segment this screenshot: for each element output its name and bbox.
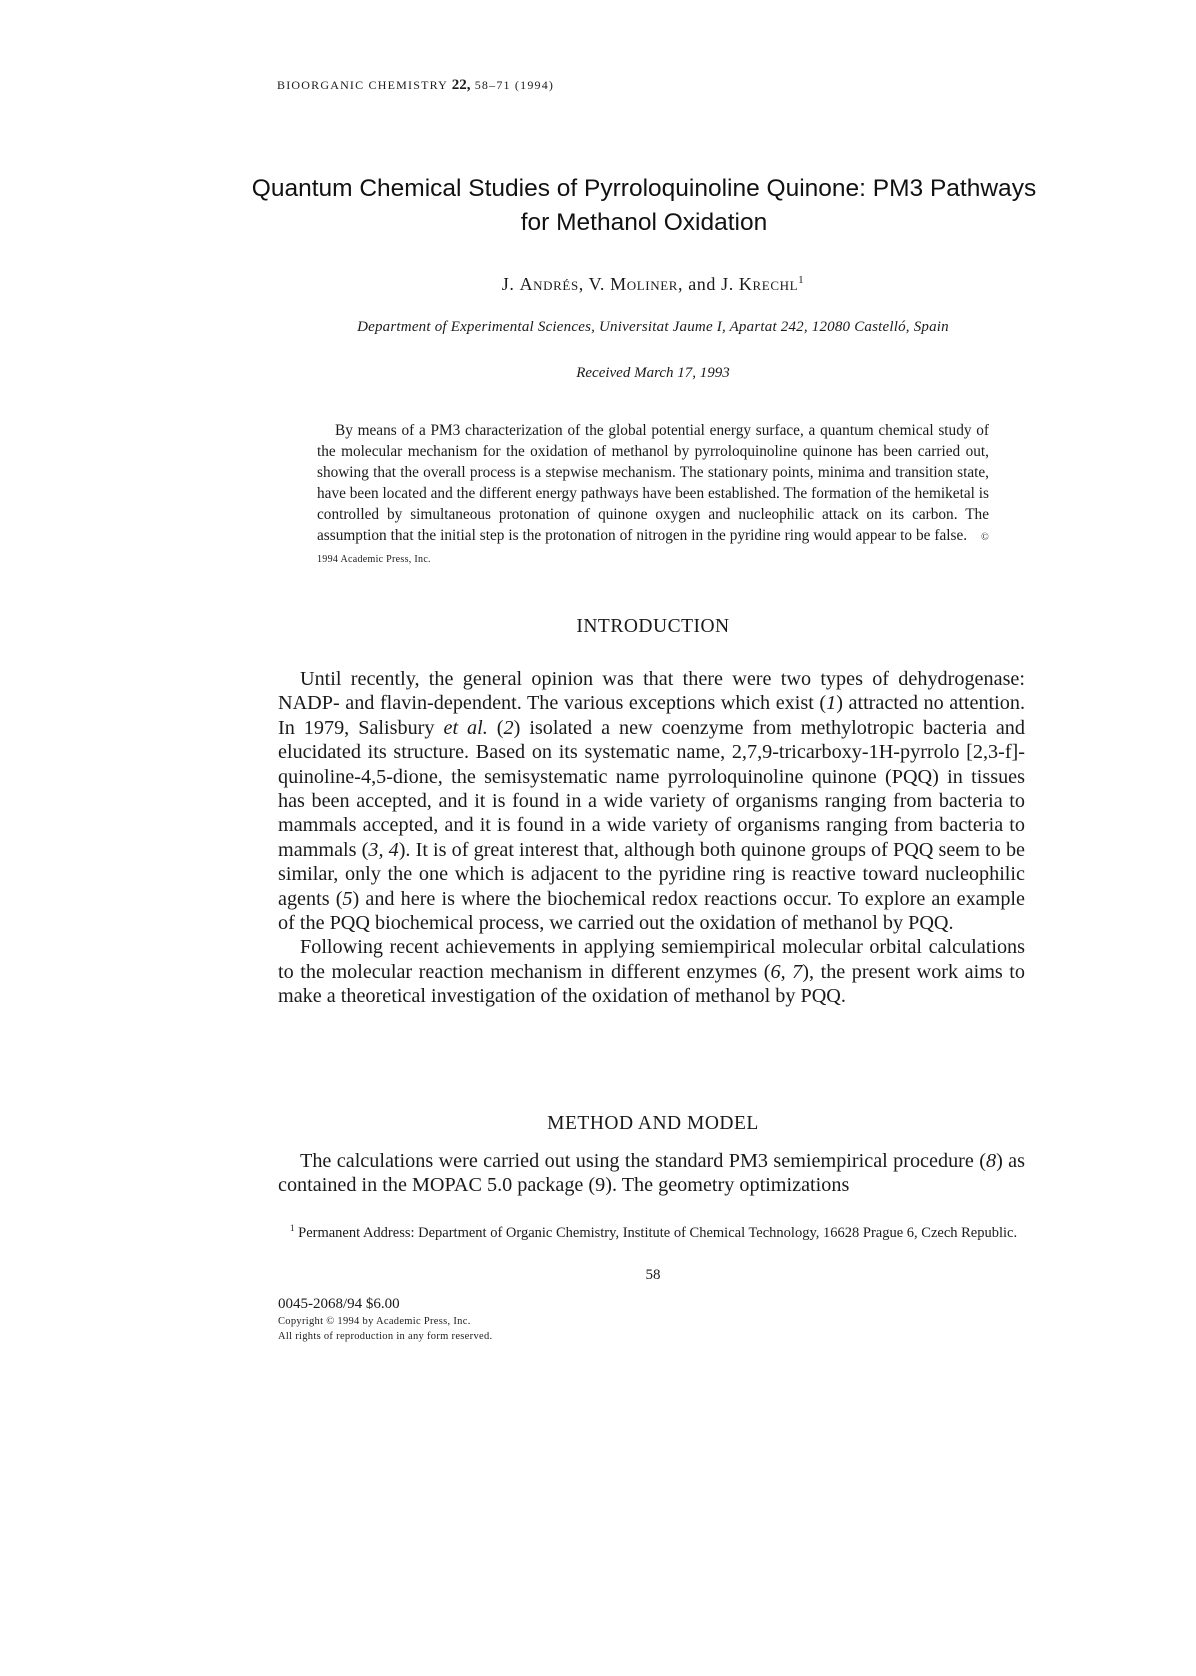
author-1-initial: J. — [501, 274, 520, 294]
paragraph — [278, 1149, 1025, 1198]
text-run: Following recent achievements in applying semiempirical molecular orbital calculations to the molecular reaction mechanism in different enzymes ( — [278, 936, 1025, 983]
text-run: ), the present work aims to make a theoretical investigation of the oxidation of methanol by PQQ. — [278, 960, 1026, 1008]
rights-line: All rights of reproduction in any form reserved. — [278, 1331, 493, 1342]
running-head — [277, 77, 554, 94]
paper-title: Quantum Chemical Studies of Pyrroloquinoline Quinone: PM3 Pathways for Methanol Oxidation — [251, 175, 1037, 236]
abstract — [317, 421, 989, 571]
pages-year: 58–71 (1994) — [474, 78, 555, 92]
reference-number: 2 — [503, 716, 514, 739]
text-run: ( — [487, 716, 504, 739]
introduction-body — [278, 667, 1025, 1009]
issn-price: 0045-2068/94 $6.00 — [278, 1296, 400, 1312]
affiliation: Department of Experimental Sciences, Universitat Jaume I, Apartat 242, 12080 Castelló, Spain — [357, 319, 949, 335]
author-line — [280, 274, 1026, 295]
reference-number: 6, 7 — [770, 960, 803, 983]
author-footnote-mark: 1 — [798, 274, 805, 286]
footnote-text: Permanent Address: Department of Organic Chemistry, Institute of Chemical Technology, 16628 Prague 6, Czech Republic. — [294, 1224, 1018, 1241]
author-3-name: Krechl — [738, 274, 799, 294]
paragraph — [278, 935, 1025, 1008]
copyright-line: Copyright © 1994 by Academic Press, Inc. — [278, 1316, 471, 1327]
author-1-name: Andrés — [519, 274, 579, 294]
page-number: 58 — [645, 1267, 661, 1283]
received-date: Received March 17, 1993 — [576, 365, 730, 381]
author-2-name: Moliner — [610, 274, 679, 294]
reference-number: 8 — [985, 1150, 997, 1172]
text-run: ) isolated a new coenzyme from methylotropic bacteria and elucidated its structure. Based on its systematic name, 2,7,9-tricarboxy-1H-pyrrolo [2,3-f]-quinoline-4,5-dione, the semisystematic name pyrroloquinoline quinone (PQQ) in tissues has been accepted, and it is found in a wide variety of organisms ranging from bacteria to mammals accepted, and it is found in a wide variety of organisms ranging from bacteria to mammals ( — [278, 716, 1025, 861]
reference-number: 3, 4 — [368, 838, 399, 861]
journal-name: BIOORGANIC CHEMISTRY — [277, 78, 448, 92]
author-separator: , and J. — [678, 274, 739, 294]
reference-number: 5 — [342, 887, 353, 910]
text-run: ) attracted no attention. In 1979, Salisbury — [278, 692, 1025, 739]
text-run: Until recently, the general opinion was that there were two types of dehydrogenase: NADP- and flavin-dependent. The various exceptions which exist ( — [278, 668, 1025, 715]
et-al: et al. — [443, 716, 488, 739]
method-body — [278, 1149, 1025, 1198]
reference-number: 1 — [826, 692, 837, 715]
volume-number: 22, — [451, 77, 471, 93]
section-heading-introduction: INTRODUCTION — [576, 616, 730, 637]
section-heading-method: METHOD AND MODEL — [547, 1113, 759, 1134]
footnote-mark: 1 — [290, 1223, 295, 1233]
author-separator: , V. — [578, 274, 611, 294]
text-run: ) as contained in the MOPAC 5.0 package (9). The geometry optimizations — [278, 1150, 1025, 1197]
abstract-copyright: © 1994 Academic Press, Inc. — [317, 531, 989, 566]
abstract-text: By means of a PM3 characterization of the global potential energy surface, a quantum chemical study of the molecular mechanism for the oxidation of methanol by pyrroloquinoline quinone has been carried out, showing that the overall process is a stepwise mechanism. The stationary points, minima and transition state, have been located and the different energy pathways have been established. The formation of the hemiketal is controlled by simultaneous protonation of quinone oxygen and nucleophilic attack on its carbon. The assumption that the initial step is the protonation of nitrogen in the pyridine ring would appear to be false. — [317, 422, 989, 544]
text-run: The calculations were carried out using the standard PM3 semiempirical procedure ( — [300, 1150, 986, 1172]
text-run: ) and here is where the biochemical redox reactions occur. To explore an example of the PQQ biochemical process, we carried out the oxidation of methanol by PQQ. — [278, 887, 1025, 935]
text-run: ). It is of great interest that, although both quinone groups of PQQ seem to be similar, only the one which is adjacent to the pyridine ring is reactive toward nucleophilic agents ( — [278, 838, 1025, 910]
footnote — [278, 1218, 1025, 1243]
paragraph — [278, 667, 1025, 935]
